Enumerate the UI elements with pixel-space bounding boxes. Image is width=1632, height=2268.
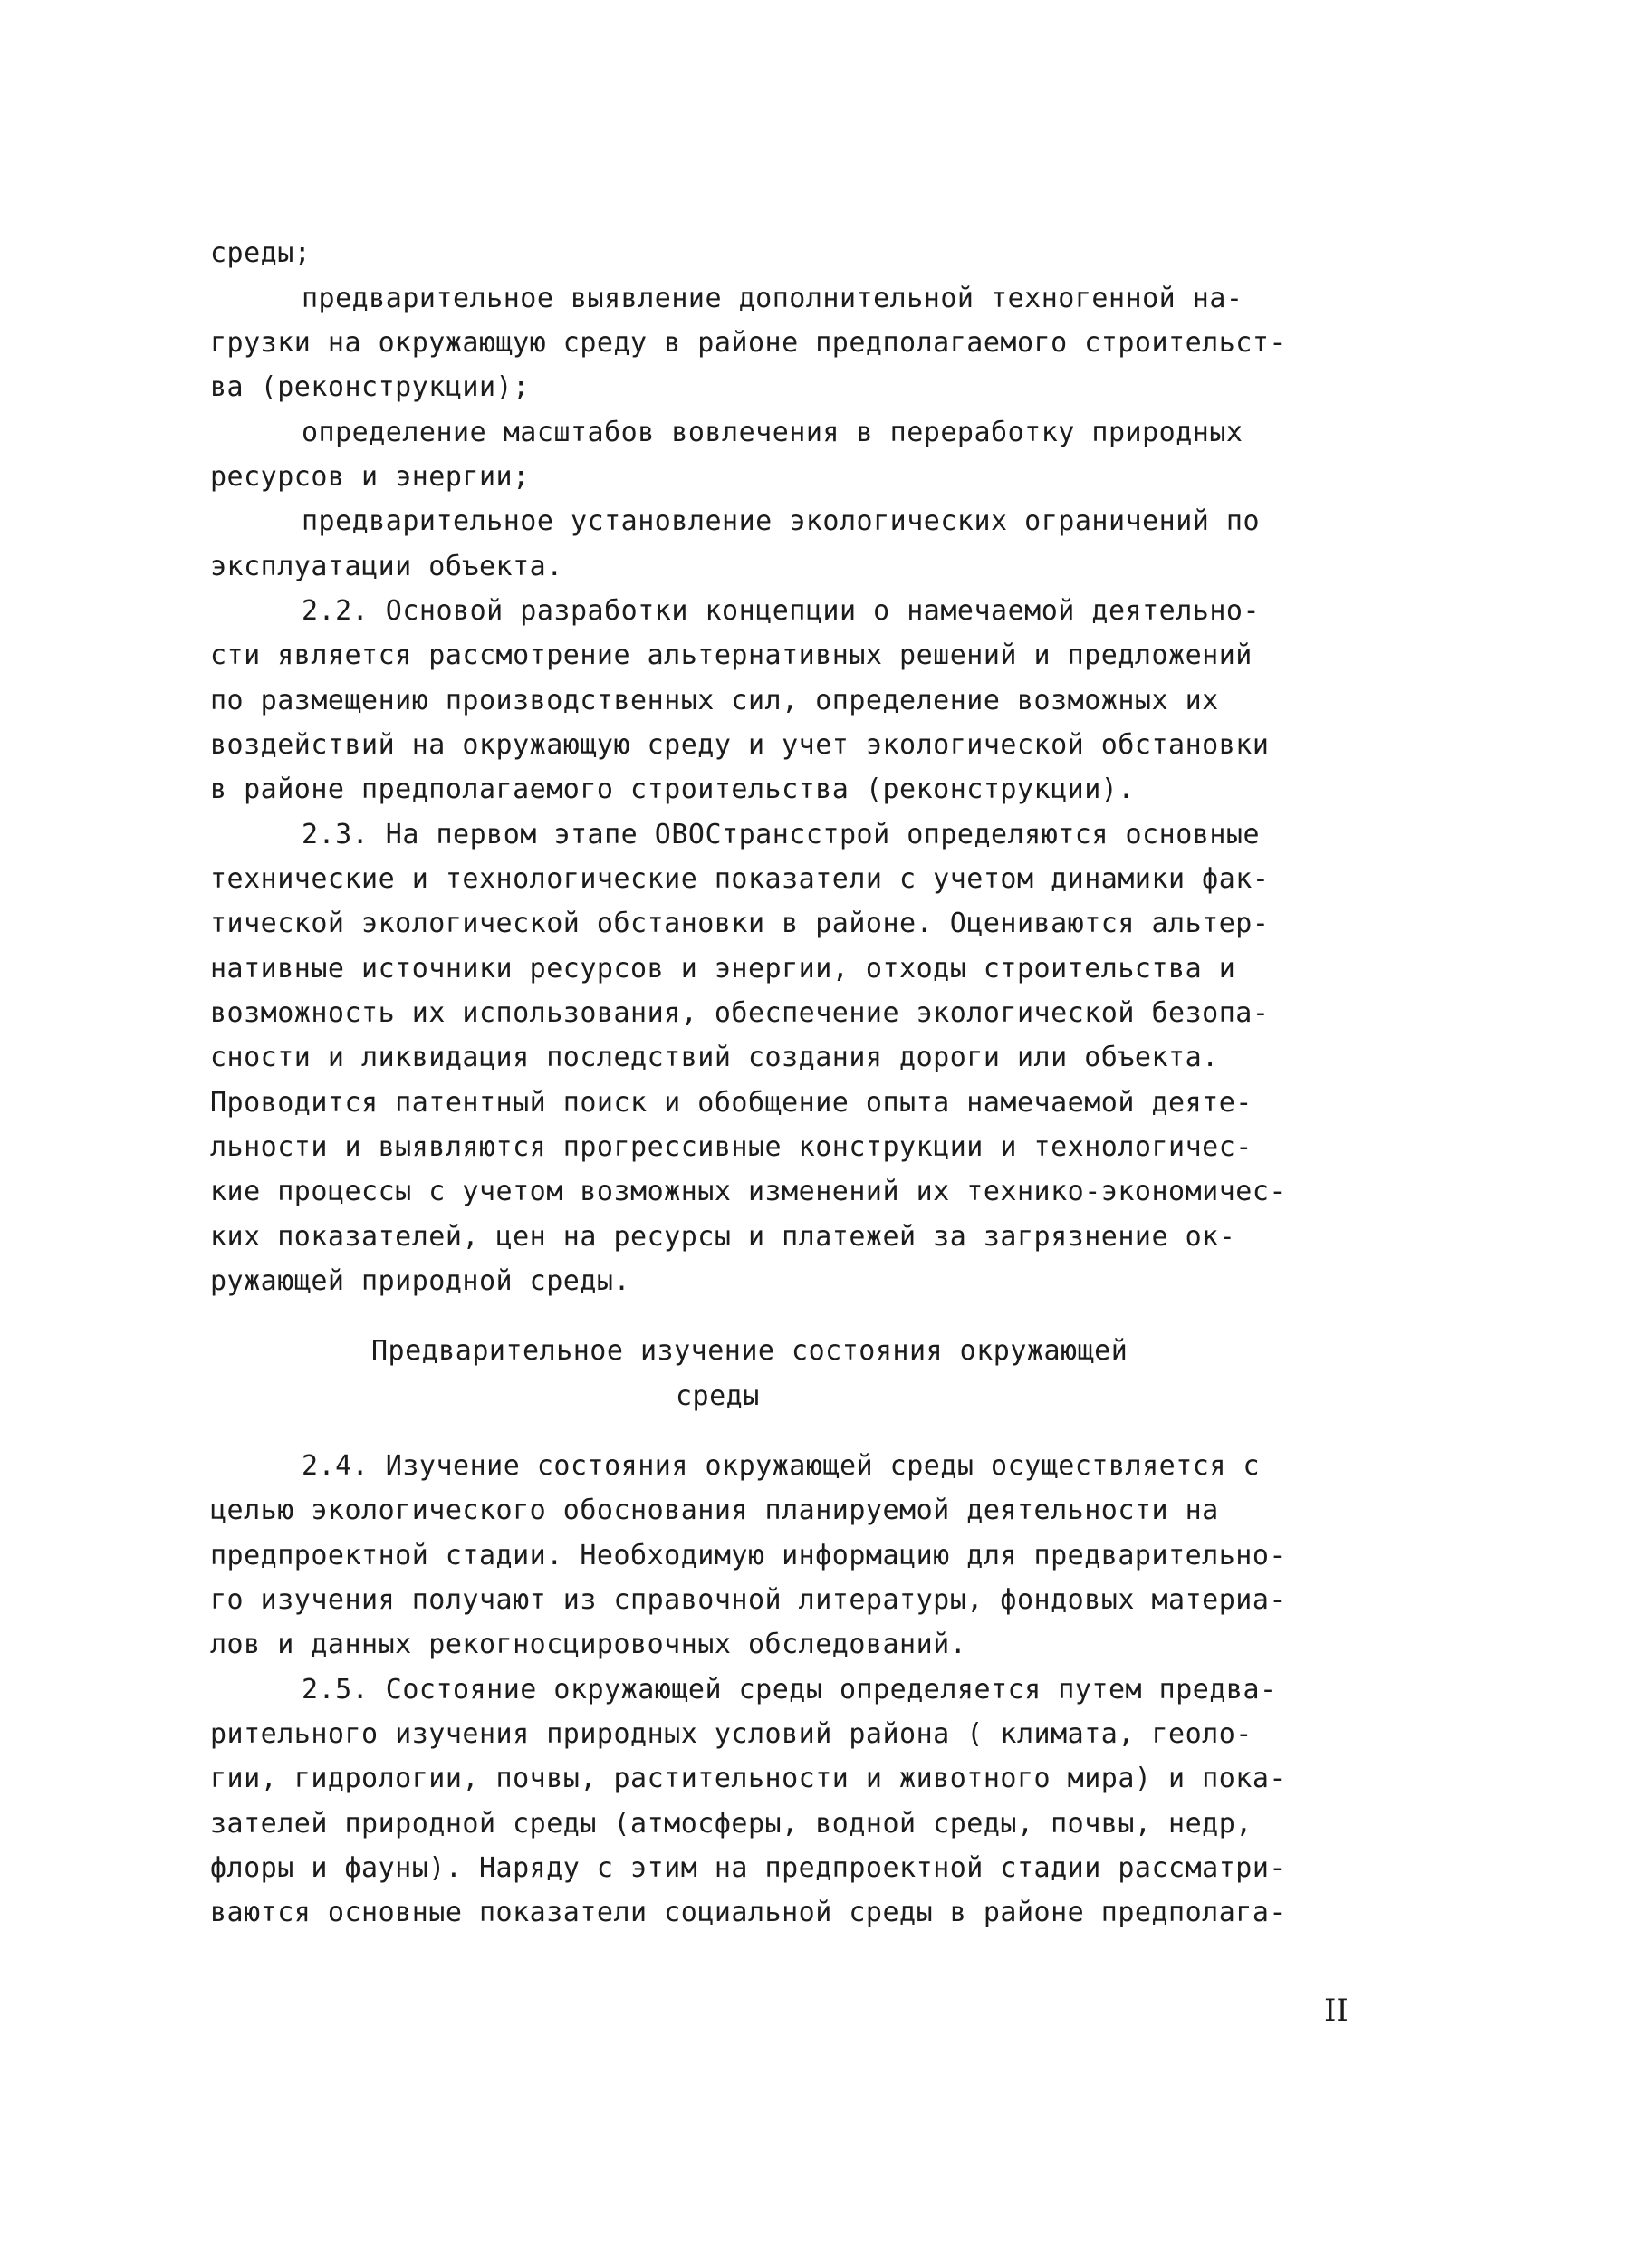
text-line: технические и технологические показатели с учетом динамики фак- bbox=[210, 863, 1270, 895]
text-line: 2.4. Изучение состояния окружающей среды осуществляется с bbox=[302, 1450, 1261, 1482]
text-line: определение масштабов вовлечения в переработку природных bbox=[302, 417, 1243, 448]
text-line: целью экологического обоснования планируемой деятельности на bbox=[210, 1494, 1219, 1526]
text-line: воздействий на окружающую среду и учет экологической обстановки bbox=[210, 729, 1270, 761]
text-line: рительного изучения природных условий района ( климата, геоло- bbox=[210, 1718, 1253, 1750]
text-line: ких показателей, цен на ресурсы и платежей за загрязнение ок- bbox=[210, 1221, 1236, 1253]
text-line: предпроектной стадии. Необходимую информацию для предварительно- bbox=[210, 1540, 1286, 1571]
text-line: кие процессы с учетом возможных изменений их технико-экономичес- bbox=[210, 1176, 1286, 1207]
text-line: льности и выявляются прогрессивные конструкции и технологичес- bbox=[210, 1131, 1253, 1163]
text-line: ваются основные показатели социальной среды в районе предполага- bbox=[210, 1897, 1286, 1928]
text-line: нативные источники ресурсов и энергии, отходы строительства и bbox=[210, 953, 1236, 985]
text-line: го изучения получают из справочной литературы, фондовых материа- bbox=[210, 1584, 1286, 1616]
text-line: ружающей природной среды. bbox=[210, 1265, 631, 1297]
text-line: сности и ликвидация последствий создания дороги или объекта. bbox=[210, 1042, 1219, 1073]
text-line: ресурсов и энергии; bbox=[210, 461, 530, 493]
text-line: лов и данных рекогносцировочных обследований. bbox=[210, 1629, 967, 1660]
page-number: II bbox=[1324, 1993, 1349, 2029]
text-line: предварительное установление экологических ограничений по bbox=[302, 505, 1261, 537]
text-line: сти является рассмотрение альтернативных решений и предложений bbox=[210, 639, 1253, 671]
text-line: Проводится патентный поиск и обобщение опыта намечаемой деяте- bbox=[210, 1087, 1253, 1119]
section-heading: Предварительное изучение состояния окружающей bbox=[371, 1335, 1128, 1367]
text-line: по размещению производственных сил, определение возможных их bbox=[210, 685, 1219, 716]
text-line: эксплуатации объекта. bbox=[210, 551, 563, 582]
text-line: грузки на окружающую среду в районе предполагаемого строительст- bbox=[210, 327, 1286, 359]
text-line: 2.3. На первом этапе ОВОСтрансстрой определяются основные bbox=[302, 819, 1261, 850]
text-line: возможность их использования, обеспечение экологической безопа- bbox=[210, 997, 1270, 1029]
text-line: 2.2. Основой разработки концепции о намечаемой деятельно- bbox=[302, 595, 1261, 627]
text-line: 2.5. Состояние окружающей среды определяется путем предва- bbox=[302, 1674, 1277, 1706]
text-line: зателей природной среды (атмосферы, водной среды, почвы, недр, bbox=[210, 1808, 1253, 1840]
text-line: ва (реконструкции); bbox=[210, 371, 530, 403]
section-heading-continued: среды bbox=[676, 1380, 760, 1412]
text-line: в районе предполагаемого строительства (реконструкции). bbox=[210, 774, 1135, 805]
text-line: гии, гидрологии, почвы, растительности и животного мира) и пока- bbox=[210, 1763, 1286, 1794]
text-line: среды; bbox=[210, 237, 312, 269]
text-line: предварительное выявление дополнительной техногенной на- bbox=[302, 283, 1243, 314]
text-line: тической экологической обстановки в районе. Оцениваются альтер- bbox=[210, 908, 1270, 939]
text-line: флоры и фауны). Наряду с этим на предпроектной стадии рассматри- bbox=[210, 1852, 1286, 1884]
